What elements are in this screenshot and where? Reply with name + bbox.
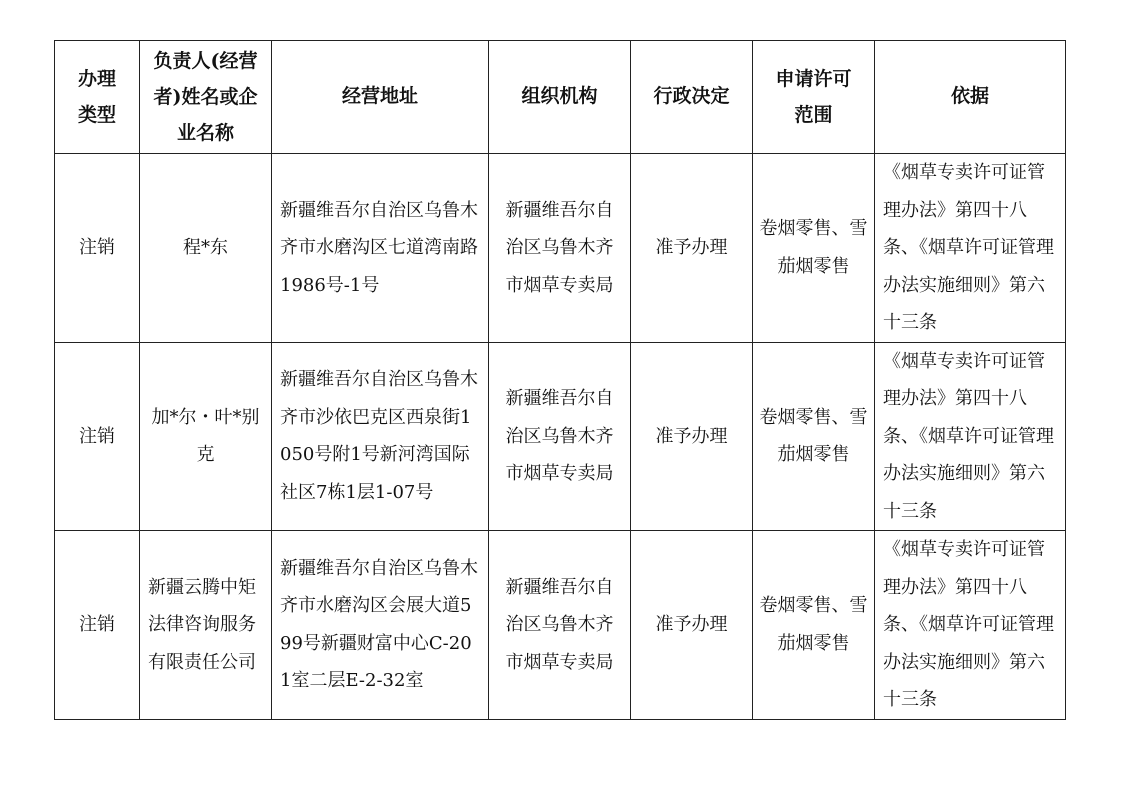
cell-scope: 卷烟零售、雪茄烟零售 — [753, 531, 875, 720]
cell-org: 新疆维吾尔自治区乌鲁木齐市烟草专卖局 — [489, 531, 631, 720]
cell-type: 注销 — [55, 342, 140, 531]
table-row — [55, 154, 1066, 343]
cell-scope: 卷烟零售、雪茄烟零售 — [753, 342, 875, 531]
table-row — [55, 531, 1066, 720]
table-row — [55, 342, 1066, 531]
header-decision: 行政决定 — [631, 41, 753, 154]
header-scope: 申请许可范围 — [753, 41, 875, 154]
cell-name: 加*尔・叶*别克 — [140, 342, 272, 531]
cell-address: 新疆维吾尔自治区乌鲁木齐市水磨沟区七道湾南路1986号-1号 — [272, 154, 489, 343]
cell-basis: 《烟草专卖许可证管理办法》第四十八条、《烟草许可证管理办法实施细则》第六十三条 — [875, 154, 1066, 343]
cell-type: 注销 — [55, 531, 140, 720]
cell-scope: 卷烟零售、雪茄烟零售 — [753, 154, 875, 343]
cell-org: 新疆维吾尔自治区乌鲁木齐市烟草专卖局 — [489, 154, 631, 343]
cell-address: 新疆维吾尔自治区乌鲁木齐市沙依巴克区西泉街1050号附1号新河湾国际社区7栋1层1-07号 — [272, 342, 489, 531]
cell-type: 注销 — [55, 154, 140, 343]
header-type: 办理类型 — [55, 41, 140, 154]
cell-decision: 准予办理 — [631, 342, 753, 531]
header-row — [55, 41, 1066, 154]
cell-decision: 准予办理 — [631, 154, 753, 343]
cell-org: 新疆维吾尔自治区乌鲁木齐市烟草专卖局 — [489, 342, 631, 531]
cell-basis: 《烟草专卖许可证管理办法》第四十八条、《烟草许可证管理办法实施细则》第六十三条 — [875, 342, 1066, 531]
header-address: 经营地址 — [272, 41, 489, 154]
cell-name: 程*东 — [140, 154, 272, 343]
header-name: 负责人(经营者)姓名或企业名称 — [140, 41, 272, 154]
cell-address: 新疆维吾尔自治区乌鲁木齐市水磨沟区会展大道599号新疆财富中心C-201室二层E-2-32室 — [272, 531, 489, 720]
cell-basis: 《烟草专卖许可证管理办法》第四十八条、《烟草许可证管理办法实施细则》第六十三条 — [875, 531, 1066, 720]
header-basis: 依据 — [875, 41, 1066, 154]
cell-decision: 准予办理 — [631, 531, 753, 720]
cell-name: 新疆云腾中矩法律咨询服务有限责任公司 — [140, 531, 272, 720]
license-cancellation-table — [54, 40, 1066, 720]
header-org: 组织机构 — [489, 41, 631, 154]
